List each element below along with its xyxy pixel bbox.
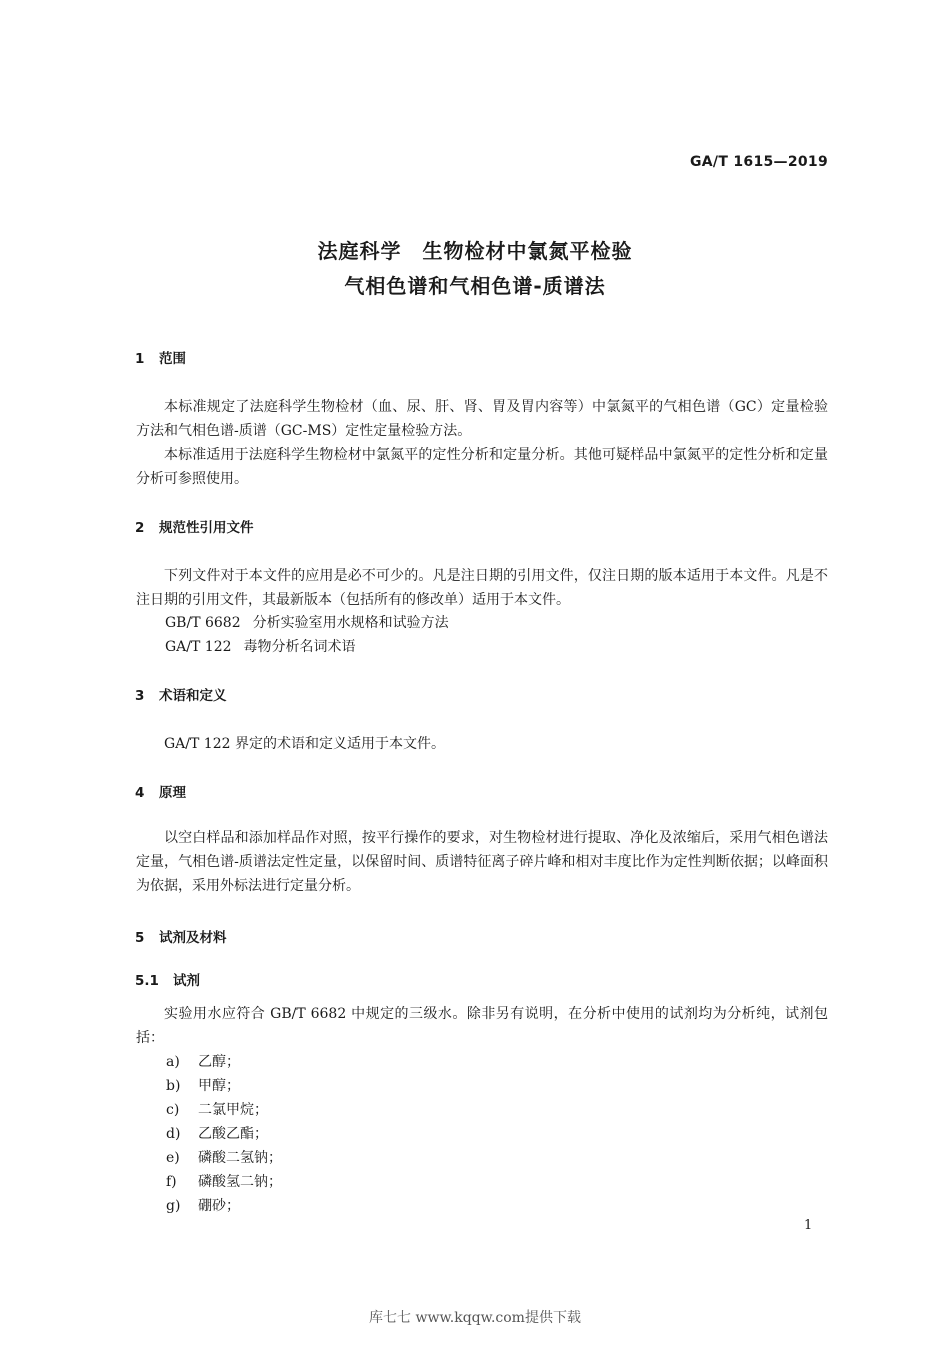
section-title: 术语和定义 <box>159 688 227 704</box>
page-number: 1 <box>804 1218 813 1233</box>
list-text: 甲醇； <box>198 1078 240 1094</box>
normative-reference <box>165 636 356 656</box>
section-number: 2 <box>135 520 145 536</box>
reference-code: GB/T 6682 <box>165 615 241 631</box>
section-2-heading <box>135 516 254 536</box>
section-4-heading <box>135 781 186 801</box>
document-title-line1: 法庭科学 生物检材中氯氮平检验 <box>317 239 633 263</box>
section-1-paragraph-2: 本标准适用于法庭科学生物检材中氯氮平的定性分析和定量分析。其他可疑样品中氯氮平的定性分析和定量分析可参照使用。 <box>136 447 828 487</box>
list-text: 二氯甲烷； <box>198 1102 268 1118</box>
section-number: 4 <box>135 785 145 801</box>
normative-reference <box>165 612 449 632</box>
section-2-paragraph-1: 下列文件对于本文件的应用是必不可少的。凡是注日期的引用文件，仅注日期的版本适用于本文件。凡是不注日期的引用文件，其最新版本（包括所有的修改单）适用于本文件。 <box>136 568 828 608</box>
list-item <box>166 1171 282 1191</box>
section-title: 试剂 <box>173 973 200 989</box>
list-marker: a) <box>166 1054 180 1070</box>
list-text: 磷酸二氢钠； <box>198 1150 282 1166</box>
section-number: 3 <box>135 688 145 704</box>
list-marker: d) <box>166 1126 181 1142</box>
section-4-paragraph-1: 以空白样品和添加样品作对照，按平行操作的要求，对生物检材进行提取、净化及浓缩后，采用气相色谱法定量，气相色谱-质谱法定性定量，以保留时间、质谱特征离子碎片峰和相对丰度比作为定性判断依据；以峰面积为依据，采用外标法进行定量分析。 <box>136 830 828 894</box>
section-5-1-heading <box>135 969 200 989</box>
list-text: 硼砂； <box>198 1198 240 1214</box>
section-5-1-paragraph-1: 实验用水应符合 GB/T 6682 中规定的三级水。除非另有说明，在分析中使用的试剂均为分析纯，试剂包括： <box>136 1006 828 1046</box>
section-5-heading <box>135 926 227 946</box>
section-title: 试剂及材料 <box>159 930 227 946</box>
section-number: 5 <box>135 930 145 946</box>
document-title-line2: 气相色谱和气相色谱-质谱法 <box>344 274 606 298</box>
section-number: 1 <box>135 351 145 367</box>
section-1-paragraph-1: 本标准规定了法庭科学生物检材（血、尿、肝、肾、胃及胃内容等）中氯氮平的气相色谱（GC）定量检验方法和气相色谱-质谱（GC-MS）定性定量检验方法。 <box>136 399 828 439</box>
reference-name: 分析实验室用水规格和试验方法 <box>252 615 449 631</box>
section-3-heading <box>135 684 227 704</box>
section-1-heading <box>135 347 186 367</box>
list-item <box>166 1123 268 1143</box>
list-marker: f) <box>166 1174 177 1190</box>
download-footer: 库七七 www.kqqw.com提供下载 <box>369 1310 581 1326</box>
standard-number: GA/T 1615—2019 <box>690 154 828 170</box>
list-text: 乙酸乙酯； <box>198 1126 268 1142</box>
reference-name: 毒物分析名词术语 <box>243 639 356 655</box>
list-marker: b) <box>166 1078 181 1094</box>
list-item <box>166 1195 240 1215</box>
list-marker: e) <box>166 1150 180 1166</box>
section-title: 原理 <box>159 785 186 801</box>
list-item <box>166 1051 240 1071</box>
list-item <box>166 1147 282 1167</box>
list-marker: c) <box>166 1102 180 1118</box>
section-number: 5.1 <box>135 973 159 989</box>
section-title: 规范性引用文件 <box>159 520 254 536</box>
list-marker: g) <box>166 1198 181 1214</box>
list-text: 乙醇； <box>198 1054 240 1070</box>
section-title: 范围 <box>159 351 186 367</box>
list-item <box>166 1075 240 1095</box>
reference-code: GA/T 122 <box>165 639 232 655</box>
list-text: 磷酸氢二钠； <box>198 1174 282 1190</box>
section-3-paragraph-1: GA/T 122 界定的术语和定义适用于本文件。 <box>164 736 445 752</box>
list-item <box>166 1099 268 1119</box>
